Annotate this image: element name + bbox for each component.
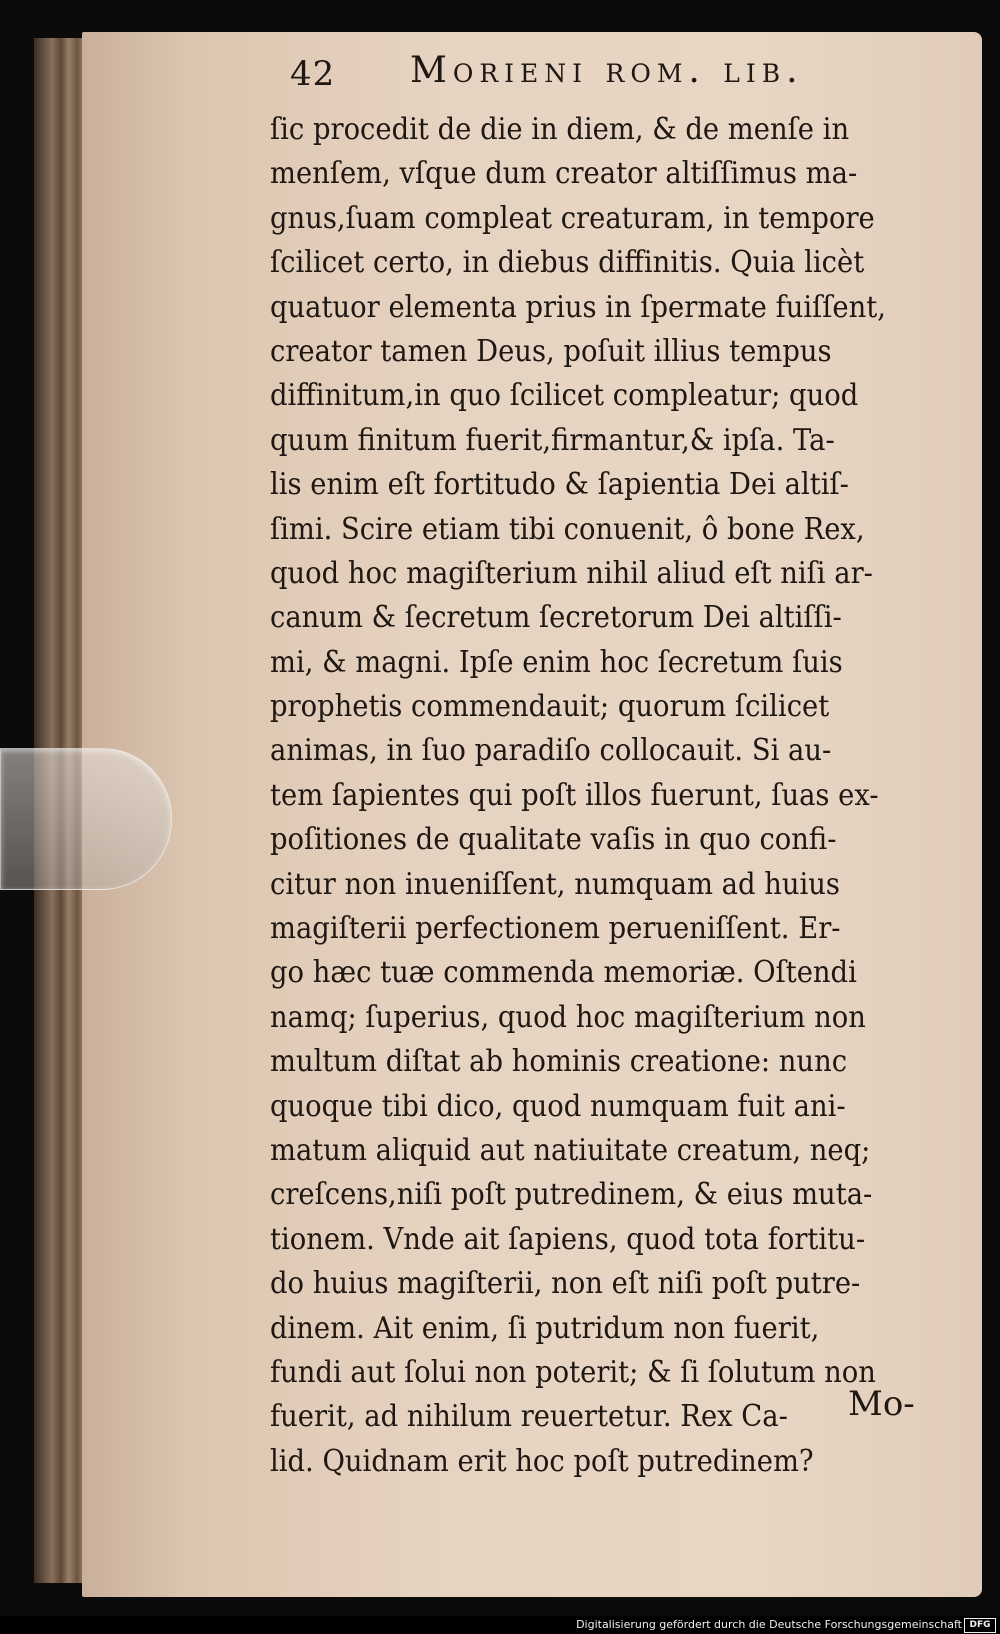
text-line: ſic procedit de die in diem, & de menſe in — [270, 112, 850, 147]
text-line: canum & ſecretum ſecretorum Dei altiſſi- — [270, 600, 842, 636]
text-line: quum finitum fuerit,firmantur,& ipſa. Ta- — [270, 422, 835, 458]
text-line: go hæc tuæ commenda memoriæ. Oſtendi — [270, 955, 857, 991]
text-line: multum diſtat ab hominis creatione: nunc — [270, 1044, 848, 1080]
text-line: matum aliquid aut natiuitate creatum, neq; — [270, 1132, 871, 1168]
text-line: diffinitum,in quo ſcilicet compleatur; quod — [270, 378, 859, 414]
text-line: mi, & magni. Ipſe enim hoc ſecretum ſuis — [270, 644, 843, 680]
page-number: 42 — [290, 54, 336, 94]
text-line: quod hoc magiſterium nihil aliud eſt niſi ar- — [270, 555, 873, 591]
text-line: ſimi. Scire etiam tibi conuenit, ô bone Rex, — [270, 511, 865, 547]
text-line: citur non inueniſſent, numquam ad huius — [270, 866, 840, 902]
text-line: fundi aut ſolui non poterit; & ſi ſolutum non — [270, 1354, 876, 1390]
text-line: poſitiones de qualitate vaſis in quo confi- — [270, 822, 837, 858]
running-head — [290, 50, 910, 102]
body-text — [270, 108, 960, 1484]
text-line: namq; ſuperius, quod hoc magiſterium non — [270, 999, 866, 1035]
text-line: tionem. Vnde ait ſapiens, quod tota fortitu- — [270, 1221, 866, 1257]
text-line: do huius magiſterii, non eſt niſi poſt putre- — [270, 1266, 861, 1302]
text-line: magiſterii perfectionem perueniſſent. Er- — [270, 911, 841, 947]
text-line: menſem, vſque dum creator altiſſimus ma- — [270, 156, 858, 192]
text-line: gnus,ſuam compleat creaturam, in tempore — [270, 200, 875, 236]
text-line: fuerit, ad nihilum reuertetur. Rex Ca- — [270, 1399, 788, 1435]
funding-credit: Digitalisierung gefördert durch die Deutsche Forschungsgemeinschaft — [576, 1618, 962, 1631]
text-line: creator tamen Deus, poſuit illius tempus — [270, 333, 832, 369]
footer-bar — [0, 1616, 1000, 1634]
catchword: Mo- — [848, 1384, 915, 1424]
text-line: quoque tibi dico, quod numquam fuit ani- — [270, 1088, 846, 1124]
page-clip — [0, 748, 172, 890]
text-line: ſcilicet certo, in diebus diffinitis. Quia licèt — [270, 245, 865, 281]
text-line: quatuor elementa prius in ſpermate fuiſſent, — [270, 289, 886, 325]
text-line: tem ſapientes qui poſt illos fuerunt, ſuas ex- — [270, 777, 879, 813]
text-line: lid. Quidnam erit hoc poſt putredinem? — [270, 1443, 814, 1479]
text-line: creſcens,niſi poſt putredinem, & eius muta- — [270, 1177, 873, 1213]
running-title: Morieni rom. lib. — [410, 50, 804, 91]
dfg-logo: DFG — [964, 1618, 996, 1633]
text-line: lis enim eſt fortitudo & ſapientia Dei altiſ- — [270, 467, 849, 503]
text-line: prophetis commendauit; quorum ſcilicet — [270, 689, 830, 725]
text-line: animas, in ſuo paradiſo collocauit. Si au- — [270, 733, 832, 769]
text-line: dinem. Ait enim, ſi putridum non fuerit, — [270, 1310, 820, 1346]
